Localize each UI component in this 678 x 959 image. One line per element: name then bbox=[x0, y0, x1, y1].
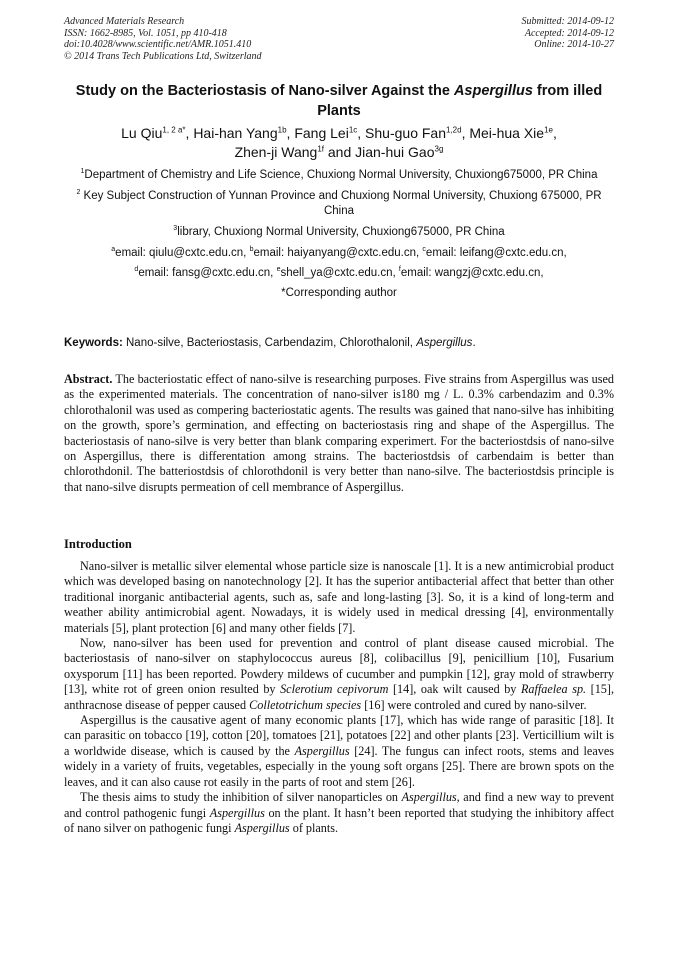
affiliation-2: $^2$ Key Subject Construction of Yunnan Province and Chuxiong Normal University, Chuxiong 675000, PR China bbox=[76, 189, 602, 217]
journal-issn: ISSN: 1662-8985, Vol. 1051, pp 410-418 bbox=[64, 27, 227, 39]
paragraph: Now, nano-silver has been used for prevention and control of plant disease caused microbial. The bacteriostasis of nano-silver on staphylococcus aureus [8], colibacillus [9], penicillium [10], Fusarium oxysporum [11] has been reported. Powdery mildews of cucumber and pumpkin [12], gray mold of strawberry [13], white rot of green onion resulted by Sclerotium cepivorum [14], oak wilt caused by Raffaelea sp. [15], anthracnose disease of pepper caused Colletotrichum species [16] were controled and cured by nano-silver. bbox=[64, 636, 614, 712]
journal-name: Advanced Materials Research bbox=[64, 16, 185, 27]
keywords: Keywords: Nano-silve, Bacteriostasis, Carbendazim, Chlorothalonil, Aspergillus. bbox=[64, 337, 476, 349]
author: Shu-guo Fan bbox=[365, 125, 446, 141]
paragraph: The thesis aims to study the inhibition of silver nanoparticles on Aspergillus, and find a new way to prevent and control pathogenic fungi Aspergillus on the plant. It hasn’t been reported that studying the inhibitory affect of nano silver on pathogenic fungi Aspergillus of plants. bbox=[64, 790, 614, 835]
abstract-text: The bacteriostatic effect of nano-silve is researching purposes. Five strains from Aspergillus was used as the experimented materials. The concentration of nano-silver is180 mg / L. 0.3% carbendazim and 0.3% chlorothalonil was used as compering bacteriostatic agents. The results was gained that nano-silve has inhibiting on the growth, spore’s germination, and effecting on bacteriostasis ring and shape of the Aspergillus. The bacteriostasis of nano-silve is very better than blank comparing experimert. For the bacteriostdsis of nano-silve on Aspergillus, there is differentation among strains. The bacteriostdsis of carbendaim is better than chlorothdonil. The batteriostdsis of chlorothdonil is very better than nano-silve. The bacteriostdsis principle is that nano-silve disrupts permeation of cell membrance of Aspergillus. bbox=[64, 372, 614, 494]
author-list: Lu Qiu$^{1, 2 a*}$, Hai-han Yang$^{1b}$, Fang Lei$^{1c}$, Shu-guo Fan$^{1,2d}$, Mei-hua Xie$^{1e}$, Zhen-ji Wang$^{1f}$ and Jian-hui Gao$^{3g}$ bbox=[121, 125, 557, 160]
paragraph: Aspergillus is the causative agent of many economic plants [17], which has wide range of parasitic [18]. It can parasitic on tobacco [19], cotton [20], tomatoes [21], potatoes [22] and other plants [23]. Verticillium wilt is a worldwide disease, which is caused by the Aspergillus [24]. The fungus can infect roots, stems and leaves widely in a variety of fruits, vegetables, especially in the young soft organs [25]. There are brown spots on the leaves, and it can also cause rot easily in the parts of root and stem [26]. bbox=[64, 713, 614, 789]
author: Mei-hua Xie bbox=[469, 125, 545, 141]
journal-doi: doi:10.4028/www.scientific.net/AMR.1051.410 bbox=[64, 39, 252, 50]
paragraph: Nano-silver is metallic silver elemental whose particle size is nanoscale [1]. It is a new antimicrobial product which was developed basing on nanotechnology [2]. It has the superior antibacterial affect that better than other traditional inorganic antibacterial agents, such as, safe and long-lasting [3]. So, it is a kind of long-term and weather ability antimicrobial agent. Nowadays, it is widely used in medical dressing [4], environmentally materials [5], plant protection [6] and many other fields [7]. bbox=[64, 559, 614, 635]
author: Zhen-ji Wang bbox=[234, 144, 318, 160]
affiliations bbox=[62, 168, 616, 307]
submission-dates bbox=[522, 16, 615, 51]
journal-copyright: © 2014 Trans Tech Publications Ltd, Switzerland bbox=[64, 50, 262, 62]
submitted-date: Submitted: 2014-09-12 bbox=[521, 16, 614, 27]
corresponding-author-note: *Corresponding author bbox=[281, 287, 397, 299]
author: Lu Qiu bbox=[121, 125, 163, 141]
affiliation-3: $^3$library, Chuxiong Normal University, Chuxiong675000, PR China bbox=[173, 225, 505, 238]
online-date: Online: 2014-10-27 bbox=[534, 39, 614, 50]
keywords-label: Keywords: bbox=[64, 337, 123, 349]
paper-title: Study on the Bacteriostasis of Nano-silver Against the Aspergillus from illed Plants bbox=[75, 83, 603, 119]
email-line-2: $^d$email: fansg@cxtc.edu.cn, $^e$shell_ya@cxtc.edu.cn, $^f$email: wangzj@cxtc.edu.cn, bbox=[134, 266, 544, 279]
journal-info bbox=[64, 16, 262, 62]
accepted-date: Accepted: 2014-09-12 bbox=[524, 27, 614, 39]
author: Fang Lei bbox=[294, 125, 349, 141]
author: Hai-han Yang bbox=[193, 125, 278, 141]
affiliation-1: $^1$Department of Chemistry and Life Science, Chuxiong Normal University, Chuxiong675000, PR China bbox=[80, 168, 598, 181]
abstract-label: Abstract. bbox=[64, 372, 113, 386]
section-heading-introduction: Introduction bbox=[64, 537, 132, 551]
email-line-1: $^a$email: qiulu@cxtc.edu.cn, $^b$email: haiyanyang@cxtc.edu.cn, $^c$email: leifang@cxtc.edu.cn, bbox=[111, 246, 567, 259]
abstract bbox=[64, 372, 614, 495]
author: Jian-hui Gao bbox=[355, 144, 435, 160]
introduction-body bbox=[64, 559, 614, 836]
